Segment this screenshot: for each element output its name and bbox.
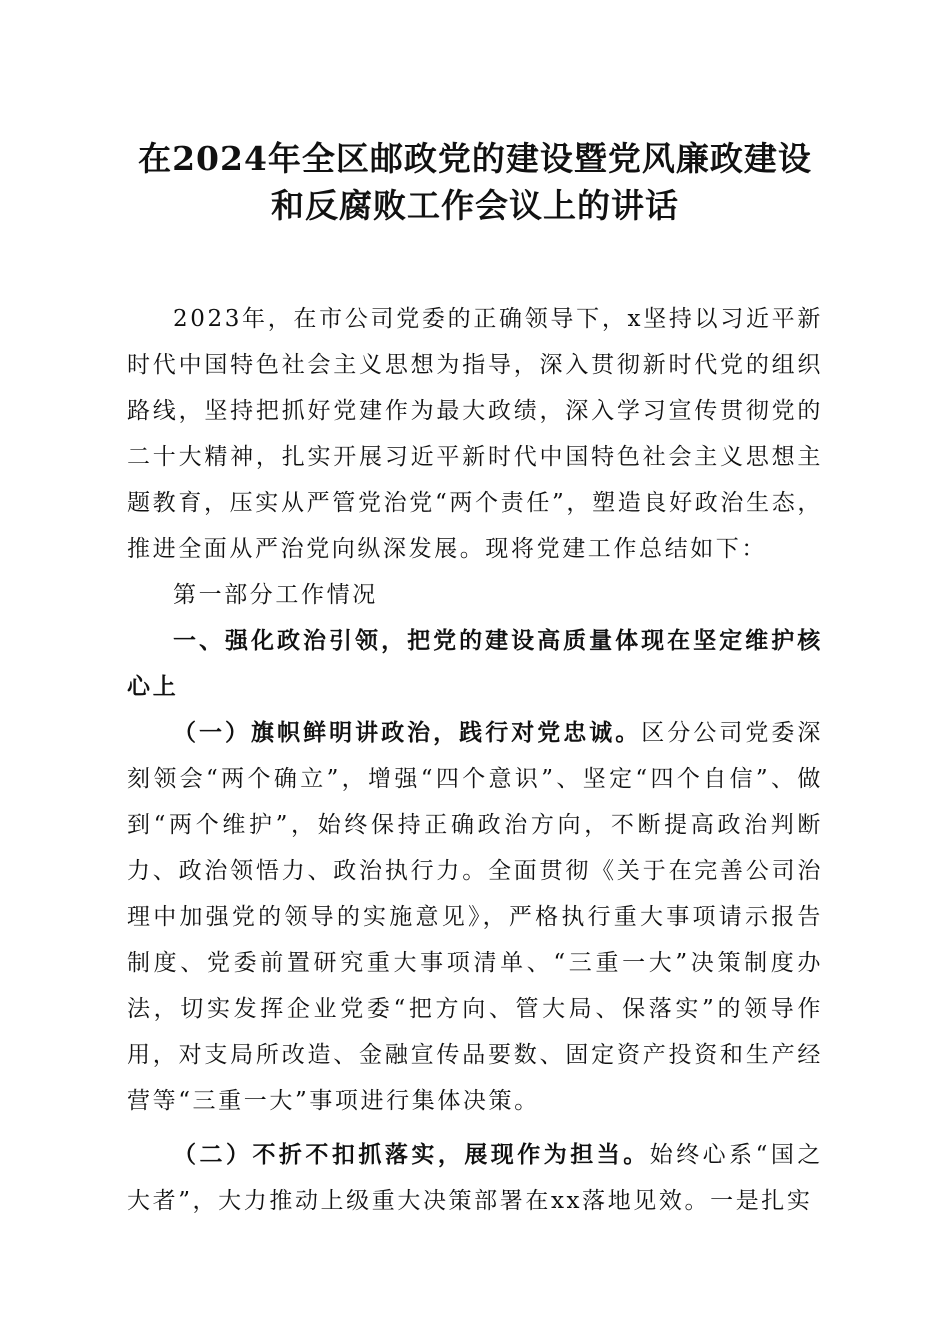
intro-paragraph: 2023年，在市公司党委的正确领导下，x坚持以习近平新时代中国特色社会主义思想为指导，深入贯彻新时代党的组织路线，坚持把抓好党建作为最大政绩，深入学习宣传贯彻党的二十大精神，扎实开展习近平新时代中国特色社会主义思想主题教育，压实从严管党治党“两个责任”，塑造良好政治生态，推进全面从严治党向纵深发展。现将党建工作总结如下：	[127, 306, 823, 562]
part-heading: 第一部分工作情况	[173, 582, 378, 608]
paragraph-gap	[127, 1124, 823, 1132]
subsection-1-text: 区分公司党委深刻领会“两个确立”，增强“四个意识”、坚定“四个自信”、做到“两个维护”，始终保持正确政治方向，不断提高政治判断力、政治领悟力、政治执行力。全面贯彻《关于在完善公司治理中加强党的领导的实施意见》，严格执行重大事项请示报告制度、党委前置研究重大事项清单、“三重一大”决策制度办法，切实发挥企业党委“把方向、管大局、保落实”的领导作用，对支局所改造、金融宣传品要数、固定资产投资和生产经营等“三重一大”事项进行集体决策。	[127, 720, 823, 1114]
title-line-1: 在2024年全区邮政党的建设暨党风廉政建设	[138, 139, 812, 178]
subsection-2-text: 始终心系“国之大者”，大力推动上级重大决策部署在xx落地见效。一是扎实	[127, 1142, 823, 1214]
subsection-1-paragraph	[127, 710, 823, 1124]
subsection-2-paragraph	[127, 1132, 823, 1224]
document-title	[127, 135, 823, 229]
document-body	[127, 296, 823, 1224]
title-line-2: 和反腐败工作会议上的讲话	[271, 186, 679, 225]
section-1-heading: 一、强化政治引领，把党的建设高质量体现在坚定维护核心上	[127, 628, 823, 700]
subsection-1-lead: （一）旗帜鲜明讲政治，践行对党忠诚。	[173, 719, 642, 746]
subsection-2-lead: （二）不折不扣抓落实，展现作为担当。	[173, 1141, 650, 1168]
